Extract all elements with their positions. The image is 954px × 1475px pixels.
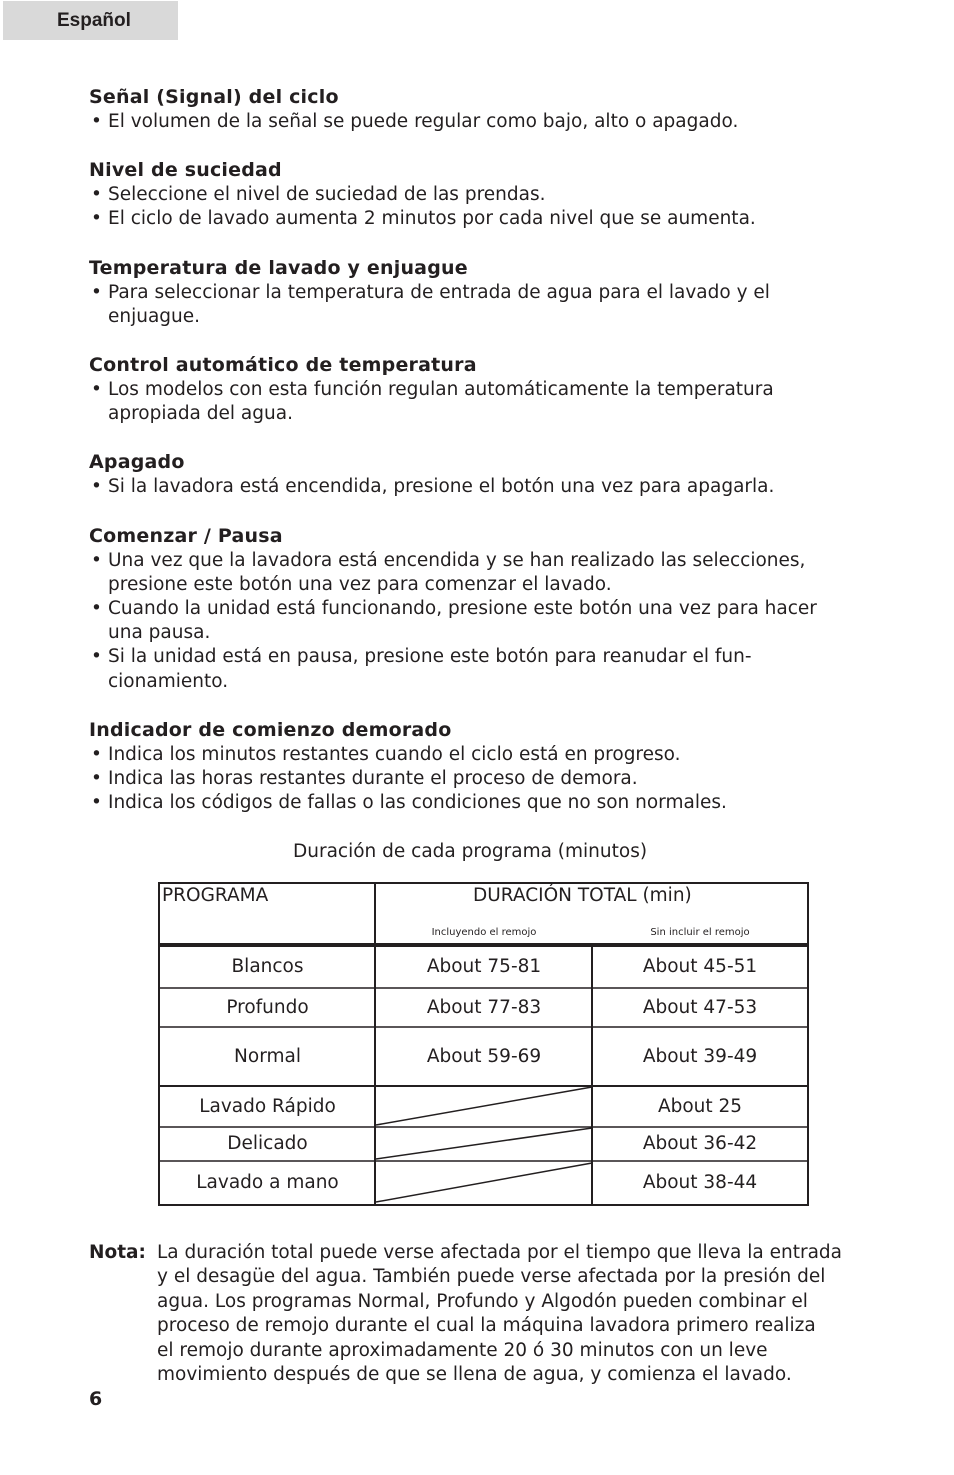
cell-with-soak: About 77-83 bbox=[426, 996, 542, 1018]
note-line: proceso de remojo durante el cual la máquina lavadora primero realiza bbox=[157, 1315, 816, 1337]
bullet-line: presione este botón una vez para comenzar el lavado. bbox=[108, 573, 612, 595]
section bbox=[89, 449, 879, 499]
cell-without-soak: About 45-51 bbox=[642, 956, 758, 977]
na-diagonal-1 bbox=[376, 1087, 592, 1125]
cell-without-soak: About 47-53 bbox=[642, 996, 758, 1018]
bullet-line: apropiada del agua. bbox=[108, 403, 293, 425]
bullet-line: • Indica los minutos restantes cuando el ciclo está en progreso. bbox=[108, 743, 681, 765]
bullet-item bbox=[89, 645, 879, 693]
na-diagonal-3 bbox=[376, 1163, 592, 1202]
language-tab: Español bbox=[3, 1, 178, 40]
page-number: 6 bbox=[89, 1388, 103, 1410]
section bbox=[89, 255, 879, 329]
section bbox=[89, 157, 879, 231]
bullet-item bbox=[89, 110, 879, 134]
section-title: Indicador de comienzo demorado bbox=[89, 718, 452, 741]
note-line: La duración total puede verse afectada por el tiempo que lleva la entrada bbox=[157, 1242, 842, 1263]
bullet-line: enjuague. bbox=[108, 305, 201, 327]
cell-program: Lavado Rápido bbox=[199, 1095, 336, 1117]
section bbox=[89, 523, 879, 694]
bullet-line: • Una vez que la lavadora está encendida y se han realizado las selecciones, bbox=[108, 549, 806, 571]
bullet-item bbox=[89, 791, 879, 815]
bullet-list bbox=[89, 281, 879, 329]
bullet-list bbox=[89, 549, 879, 694]
bullet-item bbox=[89, 378, 879, 426]
bullet-line: • Si la unidad está en pausa, presione este botón para reanudar el fun- bbox=[108, 646, 752, 668]
bullet-line: • Si la lavadora está encendida, presione el botón una vez para apagarla. bbox=[108, 476, 775, 498]
bullet-item bbox=[89, 549, 879, 597]
cell-program: Blancos bbox=[231, 956, 304, 977]
bullet-list bbox=[89, 475, 879, 499]
note-body bbox=[157, 1241, 889, 1387]
table-body-border bbox=[159, 946, 808, 1205]
section bbox=[89, 84, 879, 134]
bullet-list bbox=[89, 743, 879, 816]
bullet-item bbox=[89, 597, 879, 645]
cell-program: Delicado bbox=[227, 1133, 308, 1154]
section-title: Apagado bbox=[89, 451, 185, 474]
cell-with-soak: About 75-81 bbox=[426, 956, 542, 977]
cell-program: Normal bbox=[234, 1045, 301, 1067]
note-line: agua. Los programas Normal, Profundo y Algodón pueden combinar el bbox=[157, 1290, 808, 1312]
section bbox=[89, 352, 879, 426]
cell-with-soak: About 59-69 bbox=[426, 1045, 542, 1067]
section-title: Temperatura de lavado y enjuague bbox=[89, 256, 468, 279]
bullet-line: • Cuando la unidad está funcionando, presione este botón una vez para hacer bbox=[108, 598, 817, 620]
note-line: y el desagüe del agua. También puede verse afectada por la presión del bbox=[157, 1266, 826, 1288]
bullet-line: una pausa. bbox=[108, 622, 211, 644]
bullet-list bbox=[89, 110, 879, 134]
bullet-line: • Los modelos con esta función regulan automáticamente la temperatura bbox=[108, 379, 774, 401]
bullet-item bbox=[89, 743, 879, 767]
bullet-line: cionamiento. bbox=[108, 670, 229, 692]
bullet-list bbox=[89, 183, 879, 231]
note-line: movimiento después de que se llena de agua, y comienza el lavado. bbox=[157, 1364, 792, 1386]
cell-without-soak: About 39-49 bbox=[642, 1045, 758, 1067]
note-line: el remojo durante aproximadamente 20 ó 30 minutos con un leve bbox=[157, 1339, 768, 1361]
section-title: Comenzar / Pausa bbox=[89, 524, 283, 547]
section-title: Señal (Signal) del ciclo bbox=[89, 86, 339, 108]
bullet-item bbox=[89, 207, 879, 231]
bullet-line: • El volumen de la señal se puede regular como bajo, alto o apagado. bbox=[108, 111, 739, 132]
bullet-line: • Indica los códigos de fallas o las condiciones que no son normales. bbox=[108, 792, 727, 814]
subheader-without-soak: Sin incluir el remojo bbox=[650, 927, 750, 938]
bullet-line: • Para seleccionar la temperatura de entrada de agua para el lavado y el bbox=[108, 281, 770, 303]
section-title: Control automático de temperatura bbox=[89, 354, 477, 377]
section-title: Nivel de suciedad bbox=[89, 159, 282, 182]
bullet-line: • El ciclo de lavado aumenta 2 minutos por cada nivel que se aumenta. bbox=[108, 208, 756, 230]
bullet-item bbox=[89, 183, 879, 207]
bullet-item bbox=[89, 475, 879, 499]
table-caption: Duración de cada programa (minutos) bbox=[293, 841, 648, 862]
cell-without-soak: About 25 bbox=[657, 1095, 743, 1117]
note-label: Nota: bbox=[89, 1242, 146, 1263]
instructions-content bbox=[89, 84, 879, 838]
duration-table bbox=[158, 882, 809, 1207]
header-duration: DURACIÓN TOTAL (min) bbox=[473, 885, 692, 906]
na-diagonal-2 bbox=[376, 1128, 592, 1159]
bullet-line: • Seleccione el nivel de suciedad de las prendas. bbox=[108, 184, 546, 206]
cell-program: Lavado a mano bbox=[196, 1172, 339, 1193]
bullet-list bbox=[89, 378, 879, 426]
cell-without-soak: About 36-42 bbox=[642, 1133, 758, 1154]
section bbox=[89, 717, 879, 816]
cell-without-soak: About 38-44 bbox=[642, 1172, 758, 1193]
bullet-line: • Indica las horas restantes durante el proceso de demora. bbox=[108, 768, 638, 790]
note bbox=[89, 1241, 889, 1387]
cell-program: Profundo bbox=[226, 996, 309, 1018]
subheader-with-soak: Incluyendo el remojo bbox=[431, 927, 537, 938]
bullet-item bbox=[89, 767, 879, 791]
header-program: PROGRAMA bbox=[162, 885, 269, 906]
bullet-item bbox=[89, 281, 879, 329]
